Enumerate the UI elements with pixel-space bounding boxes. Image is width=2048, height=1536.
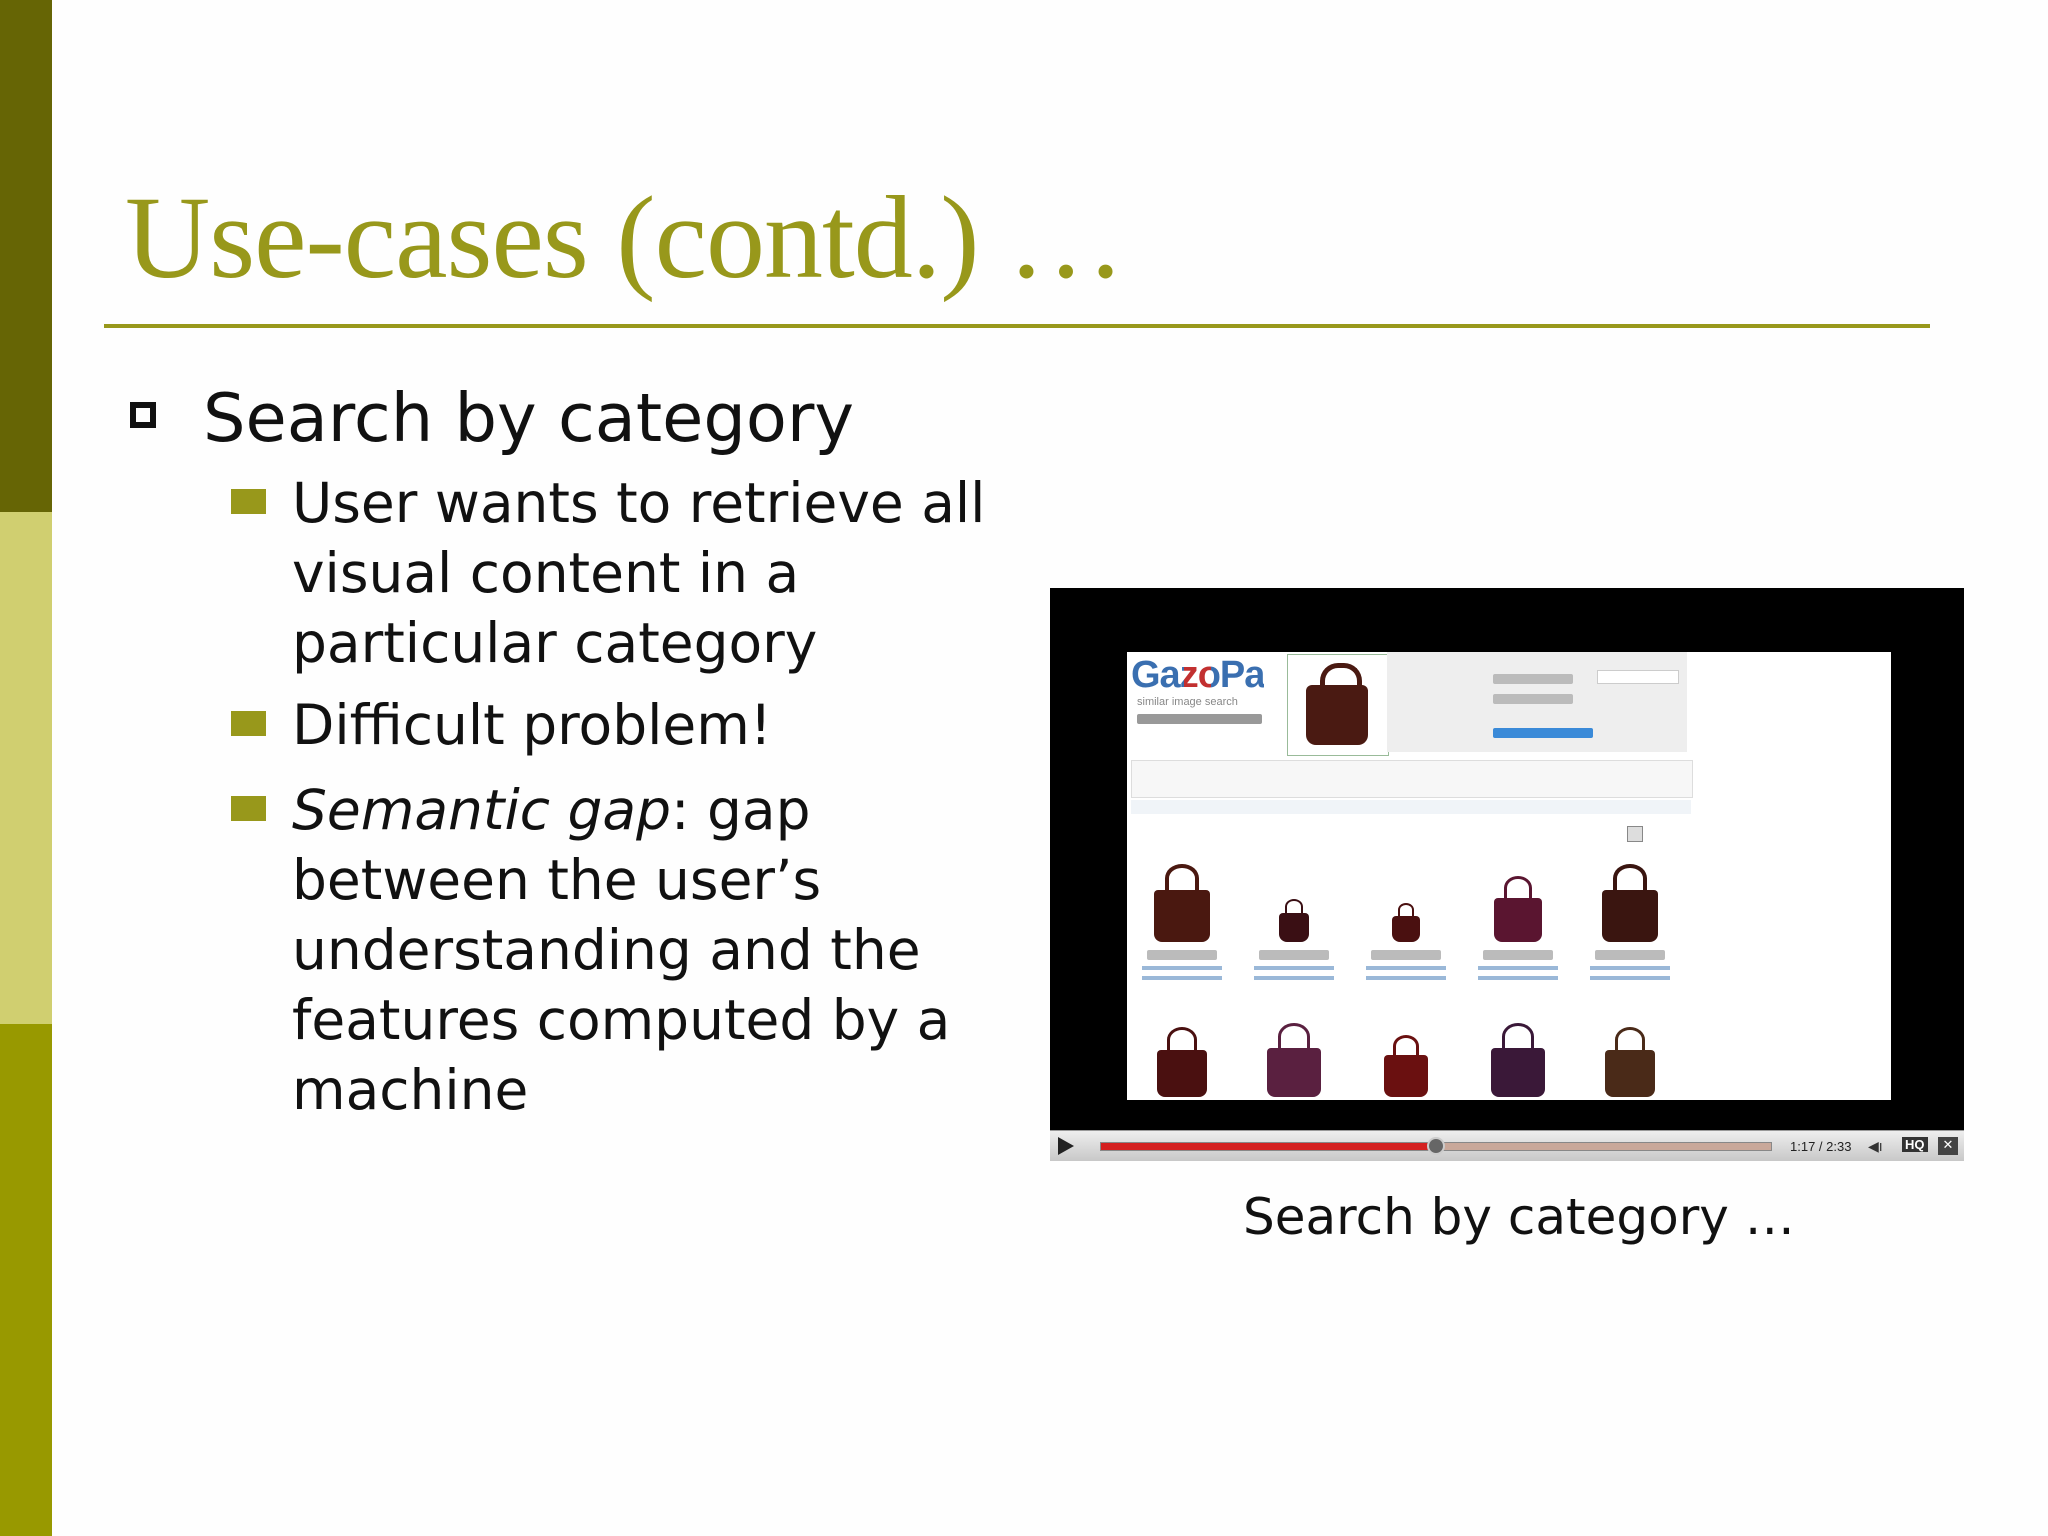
result-thumbnail [1602,890,1658,942]
result-thumbnail-handle [1167,1027,1197,1053]
grid-view-icon [1627,826,1643,842]
sub-bullet-difficult [292,690,1012,760]
slide-title: Use-cases (contd.) … [125,172,1125,303]
sub-bullet-icon [231,796,266,821]
keyword-field [1597,670,1679,684]
progress-played [1101,1143,1436,1150]
result-thumbnail-handle [1285,899,1303,915]
video-player[interactable] [1050,588,1964,1160]
search-button [1493,728,1593,738]
result-link [1142,976,1222,980]
video-caption: Search by category … [1243,1188,1795,1246]
square-bullet-icon [130,402,156,428]
result-thumbnail-handle [1393,1035,1420,1058]
result-similar-button [1483,950,1553,960]
result-link [1478,976,1558,980]
progress-knob[interactable] [1427,1137,1445,1155]
sub-bullet-icon [231,711,266,736]
option-button [1493,694,1573,704]
sub-bullet-icon [231,489,266,514]
volume-icon[interactable]: ◀ı [1868,1139,1883,1155]
result-thumbnail [1384,1055,1429,1097]
sub-bullet-retrieve [292,468,1012,678]
result-thumbnail [1267,1048,1320,1097]
player-controls [1050,1130,1964,1161]
result-thumbnail-handle [1278,1023,1310,1050]
result-thumbnail-handle [1504,876,1533,900]
fullscreen-icon[interactable]: ✕ [1938,1137,1958,1155]
time-display: 1:17 / 2:33 [1790,1139,1852,1154]
result-thumbnail [1494,898,1542,942]
result-thumbnail [1392,916,1420,942]
results-tabs [1131,800,1691,814]
sub-bullet-text: User wants to retrieve all visual content in a particular category [292,471,986,675]
result-thumbnail-handle [1165,864,1199,893]
result-similar-button [1371,950,1441,960]
result-thumbnail [1157,1050,1207,1097]
option-button [1493,674,1573,684]
result-link [1366,976,1446,980]
upload-button [1137,714,1262,724]
result-thumbnail-handle [1615,1027,1645,1053]
gazopa-tagline: similar image search [1137,696,1238,708]
semantic-gap-term: Semantic gap [292,778,671,842]
result-link [1366,966,1446,970]
sidebar-decoration [0,0,52,1536]
result-link [1254,966,1334,970]
result-link [1590,966,1670,970]
sub-bullet-text: Difficult problem! [292,693,772,757]
video-frame [1127,652,1891,1100]
sub-bullet-text: : gap between the user’s understanding and the features computed by a machine [292,778,951,1122]
filter-bar [1131,760,1693,798]
sidebar-band-bottom [0,1024,52,1536]
sidebar-band-top [0,0,52,512]
title-divider [104,324,1930,328]
result-link [1254,976,1334,980]
play-icon[interactable] [1058,1137,1074,1155]
result-thumbnail-handle [1502,1023,1534,1050]
result-similar-button [1147,950,1217,960]
bullet-search-by-category: Search by category [203,379,855,457]
result-thumbnail [1605,1050,1655,1097]
gazopa-logo: GazoPa [1131,654,1265,696]
result-link [1478,966,1558,970]
result-link [1590,976,1670,980]
result-thumbnail [1154,890,1210,942]
result-thumbnail [1279,913,1310,942]
progress-track[interactable] [1100,1142,1772,1151]
sub-bullet-semantic-gap [292,775,1012,1125]
sidebar-band-middle [0,512,52,1024]
result-thumbnail-handle [1613,864,1647,893]
result-thumbnail-handle [1398,903,1415,917]
hq-button[interactable]: HQ [1902,1137,1928,1152]
result-similar-button [1259,950,1329,960]
result-similar-button [1595,950,1665,960]
result-thumbnail [1491,1048,1544,1097]
query-image [1287,654,1389,756]
result-link [1142,966,1222,970]
